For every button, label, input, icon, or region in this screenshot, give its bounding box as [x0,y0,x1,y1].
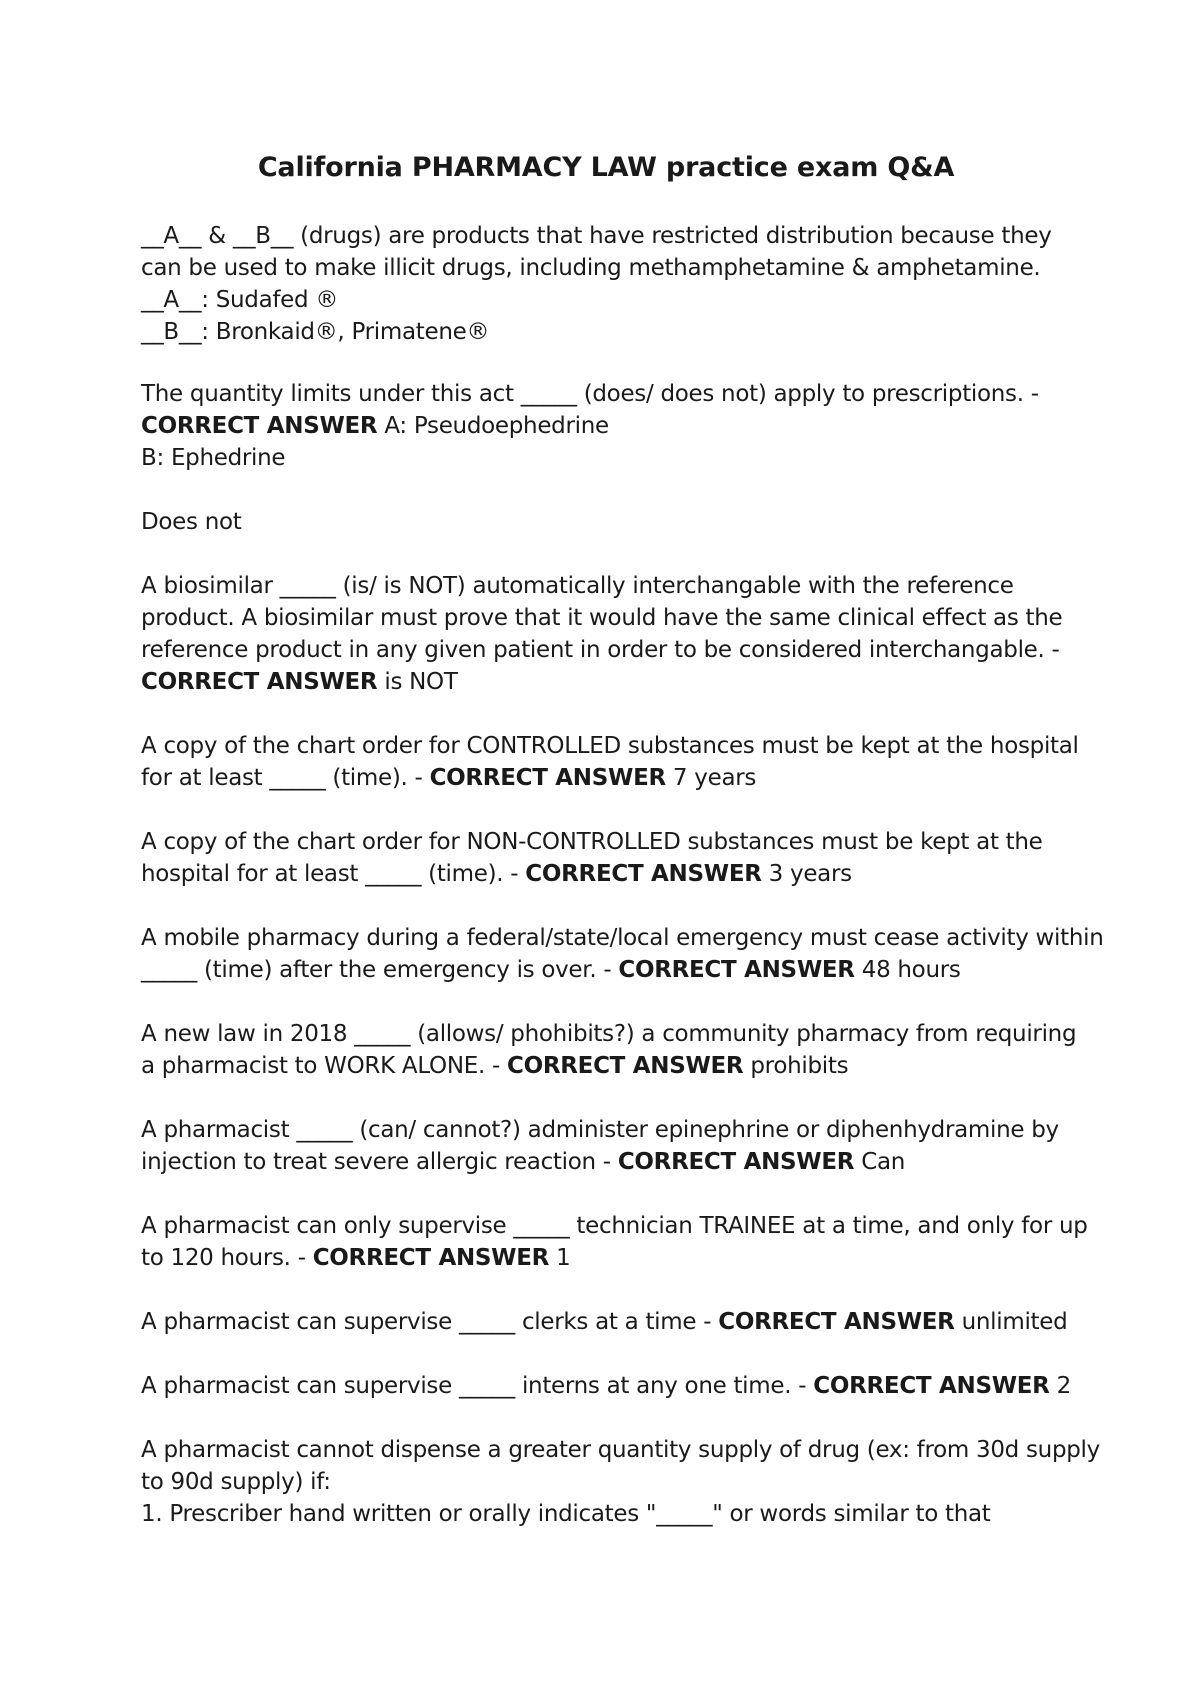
qa-block-clerks [141,1306,1071,1338]
answer-text: unlimited [954,1309,1068,1335]
question-text: a pharmacist to WORK ALONE. - [141,1053,507,1079]
correct-answer-label: CORRECT ANSWER [718,1309,955,1335]
question-text: _____ (time) after the emergency is over. - [141,957,619,983]
question-text: to 120 hours. - [141,1245,313,1271]
question-text: The quantity limits under this act _____ (does/ does not) apply to prescriptions. - [141,381,1039,407]
text-line: __A__ & __B__ (drugs) are products that have restricted distribution because they [141,223,1052,249]
text-line: __B__: Bronkaid®, Primatene® [141,319,490,345]
answer-text: 2 [1049,1373,1071,1399]
correct-answer-label: CORRECT ANSWER [525,861,762,887]
question-text: for at least _____ (time). - [141,765,430,791]
answer-text: Can [854,1149,906,1175]
answer-text: A: Pseudoephedrine [377,413,609,439]
question-text: injection to treat severe allergic reaction - [141,1149,618,1175]
qa-block-controlled-chart-order [141,730,1079,794]
answer-text: 3 years [761,861,852,887]
qa-block-non-controlled-chart-order [141,826,1071,890]
answer-text: 48 hours [854,957,961,983]
correct-answer-label: CORRECT ANSWER [617,1149,855,1175]
question-text: A copy of the chart order for CONTROLLED substances must be kept at the hospital [141,733,1079,759]
question-text: A mobile pharmacy during a federal/state/local emergency must cease activity within [141,925,1104,951]
text-line: __A__: Sudafed ® [141,287,339,313]
question-text: A copy of the chart order for NON-CONTROLLED substances must be kept at the [141,829,1043,855]
qa-block-work-alone [141,1018,1077,1082]
question-text: A pharmacist can only supervise _____ technician TRAINEE at a time, and only for up [141,1213,1088,1239]
document-title: California PHARMACY LAW practice exam Q&A [257,152,955,183]
qa-block-greater-quantity [141,1434,1100,1530]
question-text: A pharmacist can supervise _____ clerks at a time - [141,1309,719,1335]
answer-text: prohibits [743,1053,849,1079]
text-line: can be used to make illicit drugs, including methamphetamine & amphetamine. [141,255,1041,281]
question-text: 1. Prescriber hand written or orally indicates "_____" or words similar to that [141,1501,991,1527]
correct-answer-label: CORRECT ANSWER [312,1245,550,1271]
answer-text: 7 years [665,765,757,791]
answer-text: 1 [549,1245,571,1271]
question-text: to 90d supply) if: [141,1469,331,1495]
correct-answer-label: CORRECT ANSWER [141,413,378,439]
qa-block-interns [141,1370,1071,1402]
qa-block-technician-trainee [141,1210,1088,1274]
question-text: hospital for at least _____ (time). - [141,861,526,887]
correct-answer-label: CORRECT ANSWER [429,765,666,791]
question-text: reference product in any given patient in order to be considered interchangable. - [141,637,1060,663]
question-text: A pharmacist cannot dispense a greater quantity supply of drug (ex: from 30d supply [141,1437,1100,1463]
qa-block-quantity-limits [141,378,1071,474]
answer-text: Does not [141,509,242,535]
document-page [141,150,1104,1530]
qa-block-epinephrine [141,1114,1071,1178]
answer-text: is NOT [377,669,458,695]
correct-answer-label: CORRECT ANSWER [813,1373,1050,1399]
correct-answer-label: CORRECT ANSWER [618,957,855,983]
question-text: A new law in 2018 _____ (allows/ phohibits?) a community pharmacy from requiring [141,1021,1077,1047]
correct-answer-label: CORRECT ANSWER [141,669,378,695]
answer-text: B: Ephedrine [141,445,286,471]
question-text: A pharmacist _____ (can/ cannot?) administer epinephrine or diphenhydramine by [141,1117,1059,1143]
question-text: A biosimilar _____ (is/ is NOT) automatically interchangable with the reference [141,573,1014,599]
qa-block-mobile-pharmacy [141,922,1104,986]
qa-block-does-not [141,506,1071,538]
correct-answer-label: CORRECT ANSWER [507,1053,744,1079]
qa-block-biosimilar [141,570,1071,698]
question-text: A pharmacist can supervise _____ interns at any one time. - [141,1373,814,1399]
question-text: product. A biosimilar must prove that it would have the same clinical effect as the [141,605,1063,631]
qa-block-pseudoephedrine-ephedrine [141,220,1071,348]
